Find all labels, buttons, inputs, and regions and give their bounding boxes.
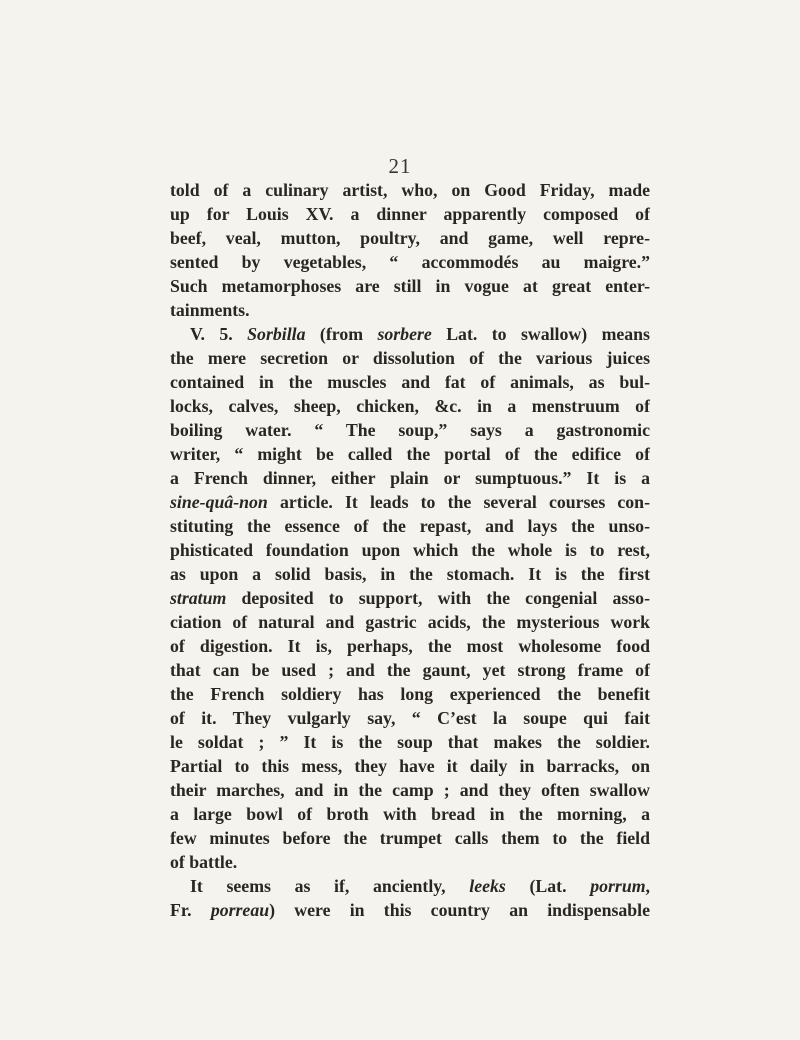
text-segment: , (645, 876, 650, 896)
text-segment: sented by vegetables, “ accommodés au maigre.” (170, 252, 650, 272)
text-line (170, 586, 650, 610)
text-line (170, 634, 650, 658)
text-segment: Fr. (170, 900, 211, 920)
text-segment: boiling water. “ The soup,” says a gastronomic (170, 420, 650, 440)
text-segment: ) were in this country an indispensable (269, 900, 650, 920)
text-line (170, 226, 650, 250)
text-line (170, 658, 650, 682)
text-segment: deposited to support, with the congenial asso- (226, 588, 650, 608)
text-line (170, 418, 650, 442)
text-segment: locks, calves, sheep, chicken, &c. in a menstruum of (170, 396, 650, 416)
text-line (170, 178, 650, 202)
text-line (170, 898, 650, 922)
text-segment: V. 5. (190, 324, 248, 344)
text-line (170, 850, 650, 874)
text-segment: writer, “ might be called the portal of the edifice of (170, 444, 650, 464)
text-segment: tainments. (170, 300, 250, 320)
text-segment: Lat. to swallow) means (431, 324, 650, 344)
text-segment: contained in the muscles and fat of animals, as bul- (170, 372, 650, 392)
text-segment: ciation of natural and gastric acids, the mysterious work (170, 612, 650, 632)
text-line (170, 298, 650, 322)
text-segment: a French dinner, either plain or sumptuous.” It is a (170, 468, 650, 488)
text-segment: phisticated foundation upon which the whole is to rest, (170, 540, 650, 560)
text-segment: of digestion. It is, perhaps, the most wholesome food (170, 636, 650, 656)
text-line (170, 706, 650, 730)
text-line (170, 874, 650, 898)
text-line (170, 826, 650, 850)
text-line (170, 442, 650, 466)
italic-text-segment: Sorbilla (247, 324, 306, 344)
text-segment: (Lat. (505, 876, 591, 896)
text-segment: of battle. (170, 852, 238, 872)
text-segment: stituting the essence of the repast, and lays the unso- (170, 516, 650, 536)
text-segment: beef, veal, mutton, poultry, and game, well repre- (170, 228, 650, 248)
italic-text-segment: porrum (590, 876, 646, 896)
italic-text-segment: leeks (469, 876, 506, 896)
text-line (170, 370, 650, 394)
text-line (170, 730, 650, 754)
text-segment: It seems as if, anciently, (190, 876, 470, 896)
text-segment: that can be used ; and the gaunt, yet strong frame of (170, 660, 650, 680)
text-segment: le soldat ; ” It is the soup that makes the soldier. (170, 732, 650, 752)
text-line (170, 490, 650, 514)
text-segment: up for Louis XV. a dinner apparently composed of (170, 204, 650, 224)
text-segment: Such metamorphoses are still in vogue at great enter- (170, 276, 650, 296)
text-line (170, 514, 650, 538)
text-segment: told of a culinary artist, who, on Good Friday, made (170, 180, 650, 200)
italic-text-segment: sine-quâ-non (170, 492, 268, 512)
italic-text-segment: sorbere (377, 324, 432, 344)
text-segment: the mere secretion or dissolution of the various juices (170, 348, 650, 368)
text-line (170, 802, 650, 826)
text-segment: a large bowl of broth with bread in the morning, a (170, 804, 650, 824)
text-segment: as upon a solid basis, in the stomach. It is the first (170, 564, 650, 584)
text-line (170, 754, 650, 778)
text-line (170, 562, 650, 586)
text-line (170, 466, 650, 490)
text-segment: Partial to this mess, they have it daily in barracks, on (170, 756, 650, 776)
text-segment: their marches, and in the camp ; and they often swallow (170, 780, 650, 800)
text-segment: of it. They vulgarly say, “ C’est la soupe qui fait (170, 708, 650, 728)
page-number: 21 (388, 154, 412, 178)
text-segment: (from (305, 324, 378, 344)
text-segment: article. It leads to the several courses con- (267, 492, 650, 512)
text-line (170, 610, 650, 634)
text-line (170, 538, 650, 562)
text-line (170, 778, 650, 802)
text-segment: the French soldiery has long experienced the benefit (170, 684, 650, 704)
text-line (170, 202, 650, 226)
italic-text-segment: stratum (170, 588, 227, 608)
italic-text-segment: porreau (210, 900, 270, 920)
body-text (170, 178, 650, 922)
text-segment: few minutes before the trumpet calls them to the field (170, 828, 650, 848)
text-line (170, 682, 650, 706)
text-line (170, 274, 650, 298)
text-line (170, 322, 650, 346)
text-line (170, 250, 650, 274)
text-line (170, 346, 650, 370)
text-line (170, 394, 650, 418)
